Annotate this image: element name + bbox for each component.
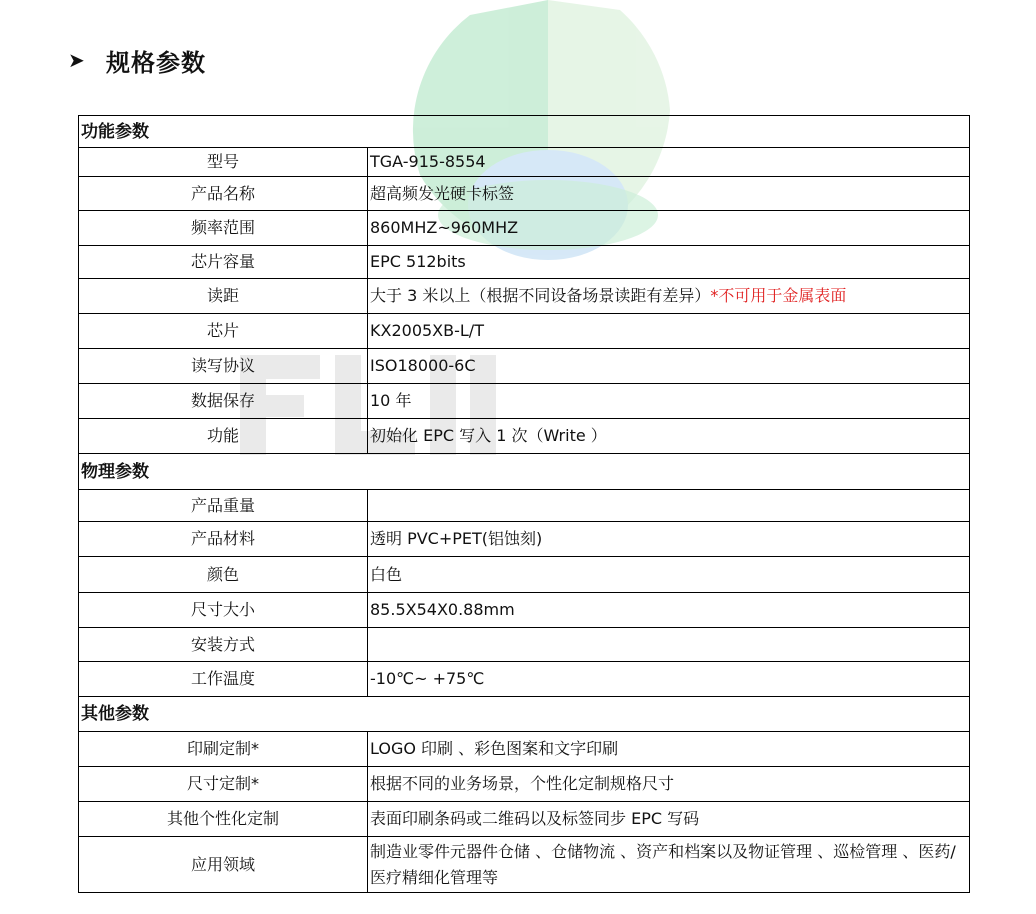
row-label: 读距	[79, 279, 368, 314]
table-row	[79, 732, 970, 767]
table-row	[79, 384, 970, 419]
row-value: TGA-915-8554	[368, 148, 970, 177]
row-label: 产品材料	[79, 522, 368, 557]
row-label: 产品重量	[79, 490, 368, 522]
row-value: 根据不同的业务场景，个性化定制规格尺寸	[368, 767, 970, 802]
row-value: 超高频发光硬卡标签	[368, 177, 970, 211]
row-label: 产品名称	[79, 177, 368, 211]
table-row	[79, 837, 970, 893]
row-value: KX2005XB-L/T	[368, 314, 970, 349]
section-heading	[68, 42, 206, 78]
row-value: 10 年	[368, 384, 970, 419]
row-value-with-note	[368, 279, 970, 314]
row-label: 尺寸大小	[79, 593, 368, 628]
table-row	[79, 628, 970, 662]
table-row	[79, 314, 970, 349]
row-label: 芯片	[79, 314, 368, 349]
row-value	[368, 490, 970, 522]
row-value: 大于 3 米以上（根据不同设备场景读距有差异）	[370, 286, 711, 305]
row-value: LOGO 印刷 、彩色图案和文字印刷	[368, 732, 970, 767]
row-value	[368, 628, 970, 662]
section-header-row	[79, 697, 970, 732]
row-value: EPC 512bits	[368, 246, 970, 279]
row-label: 频率范围	[79, 211, 368, 246]
table-row	[79, 279, 970, 314]
row-label: 芯片容量	[79, 246, 368, 279]
section-title: 功能参数	[79, 116, 970, 148]
row-value: ISO18000-6C	[368, 349, 970, 384]
row-label: 应用领域	[79, 837, 368, 893]
table-row	[79, 246, 970, 279]
arrowhead-right-icon: ➤	[68, 48, 85, 72]
section-title: 物理参数	[79, 454, 970, 490]
table-row	[79, 148, 970, 177]
row-value: -10℃~ +75℃	[368, 662, 970, 697]
table-row	[79, 349, 970, 384]
row-value: 860MHZ~960MHZ	[368, 211, 970, 246]
table-row	[79, 419, 970, 454]
row-label: 颜色	[79, 557, 368, 593]
row-label: 功能	[79, 419, 368, 454]
table-row	[79, 767, 970, 802]
row-label: 工作温度	[79, 662, 368, 697]
spec-table	[78, 115, 970, 893]
section-title: 其他参数	[79, 697, 970, 732]
row-value: 表面印刷条码或二维码以及标签同步 EPC 写码	[368, 802, 970, 837]
table-row	[79, 211, 970, 246]
row-value: 白色	[368, 557, 970, 593]
table-row	[79, 802, 970, 837]
row-value: 透明 PVC+PET(铝蚀刻)	[368, 522, 970, 557]
table-row	[79, 522, 970, 557]
section-header-row	[79, 454, 970, 490]
row-label: 数据保存	[79, 384, 368, 419]
row-label: 其他个性化定制	[79, 802, 368, 837]
row-label: 读写协议	[79, 349, 368, 384]
table-row	[79, 662, 970, 697]
row-label: 型号	[79, 148, 368, 177]
table-row	[79, 490, 970, 522]
table-row	[79, 593, 970, 628]
row-label: 安装方式	[79, 628, 368, 662]
row-label: 尺寸定制*	[79, 767, 368, 802]
table-row	[79, 177, 970, 211]
section-header-row	[79, 116, 970, 148]
warning-note: *不可用于金属表面	[710, 286, 847, 305]
heading-title: 规格参数	[106, 48, 206, 77]
row-value: 初始化 EPC 写入 1 次（Write ）	[368, 419, 970, 454]
row-value: 制造业零件元器件仓储 、仓储物流 、资产和档案以及物证管理 、巡检管理 、医药/医疗精细化管理等	[368, 837, 970, 893]
table-row	[79, 557, 970, 593]
row-label: 印刷定制*	[79, 732, 368, 767]
row-value: 85.5X54X0.88mm	[368, 593, 970, 628]
